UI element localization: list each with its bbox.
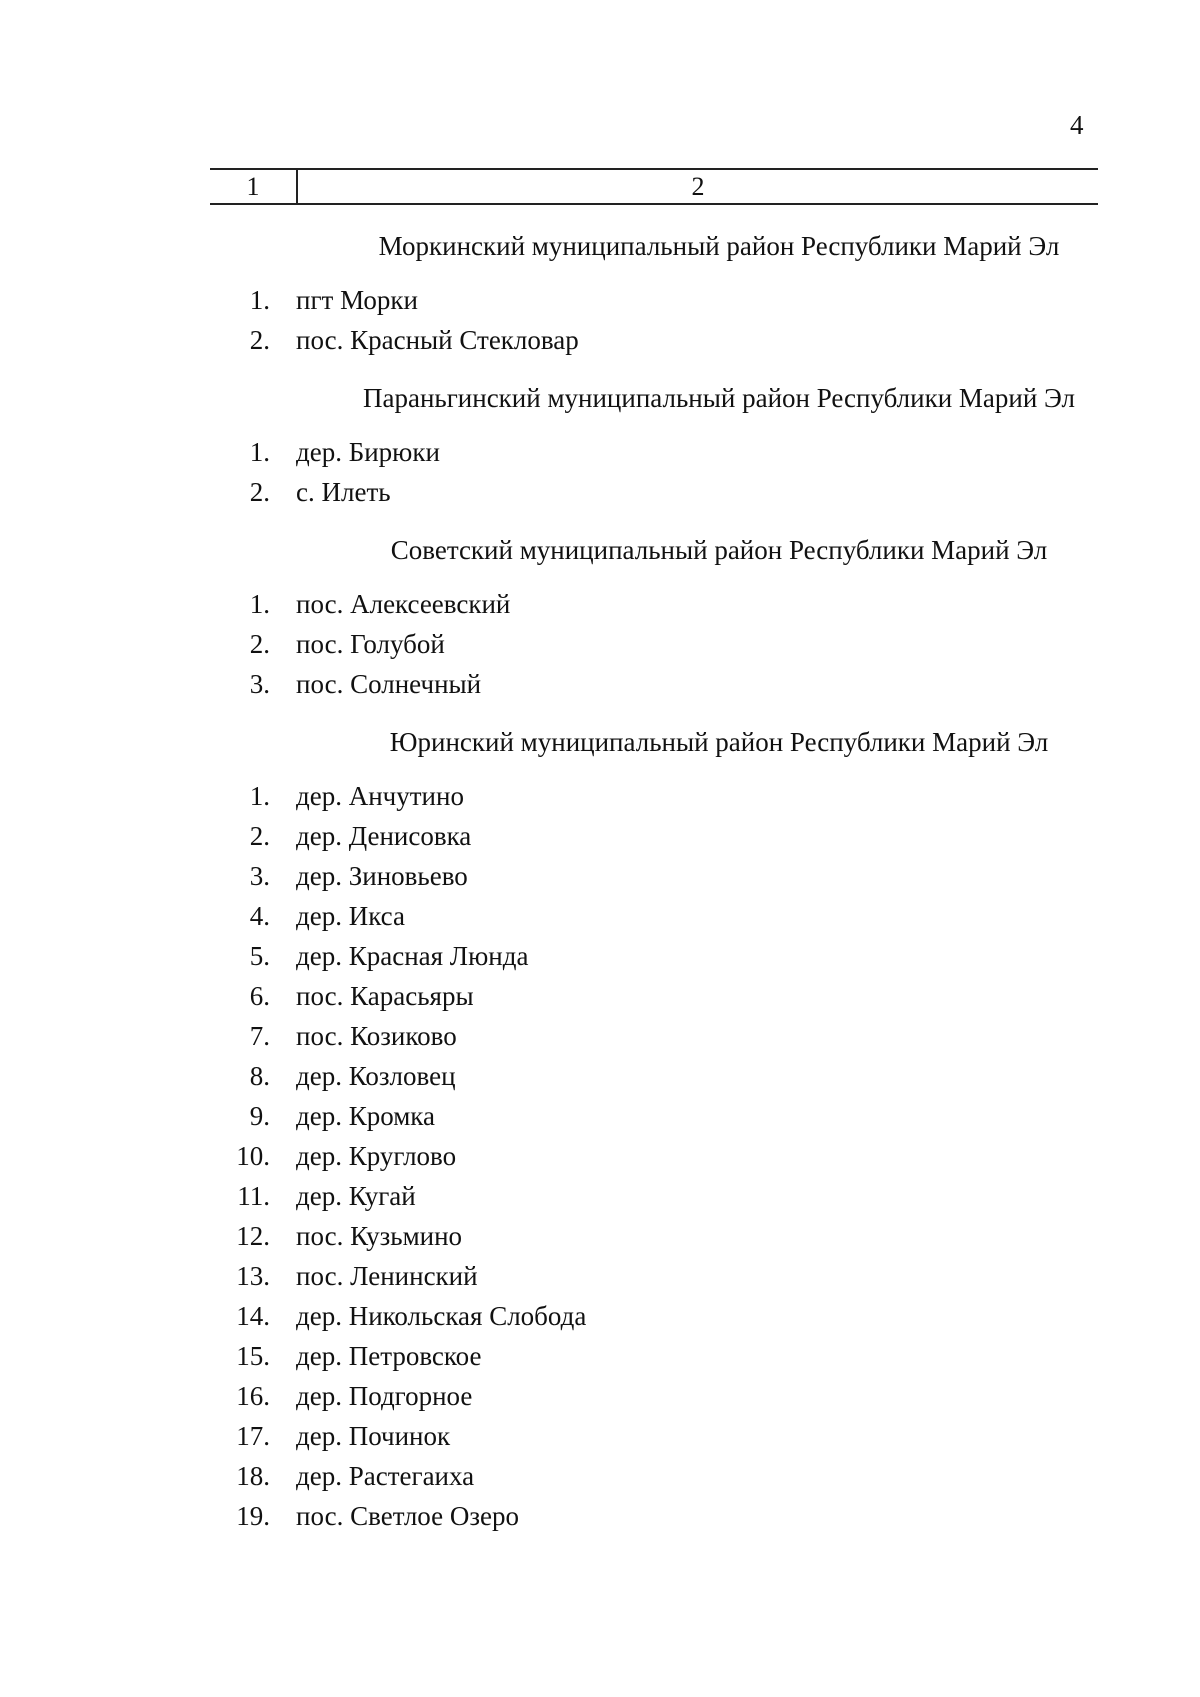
list-item — [0, 624, 1200, 664]
settlement-name: дер. Починок — [296, 1421, 451, 1451]
list-item — [0, 976, 1200, 1016]
item-number: 2. — [249, 629, 270, 659]
settlement-name: пос. Карасьяры — [296, 981, 474, 1011]
column-header-2: 2 — [691, 172, 705, 201]
list-item — [0, 584, 1200, 624]
item-number: 14. — [236, 1301, 270, 1331]
settlement-name: дер. Бирюки — [296, 437, 440, 467]
item-number: 8. — [249, 1061, 270, 1091]
settlement-name: дер. Козловец — [296, 1061, 456, 1091]
list-item — [0, 320, 1200, 360]
settlement-name: дер. Подгорное — [296, 1381, 473, 1411]
settlement-name: дер. Никольская Слобода — [296, 1301, 587, 1331]
item-number: 2. — [249, 477, 270, 507]
settlement-name: дер. Красная Люнда — [296, 941, 529, 971]
list-item — [0, 936, 1200, 976]
district-section — [0, 378, 1200, 512]
settlement-list — [0, 226, 1200, 1554]
list-item — [0, 1096, 1200, 1136]
list-item — [0, 1456, 1200, 1496]
settlement-items — [0, 584, 1200, 704]
settlement-name: пгт Морки — [296, 285, 418, 315]
settlement-name: пос. Козиково — [296, 1021, 457, 1051]
settlement-name: дер. Икса — [296, 901, 405, 931]
settlement-name: дер. Петровское — [296, 1341, 482, 1371]
district-title-text: Параньгинский муниципальный район Республики Марий Эл — [363, 383, 1075, 413]
list-item — [0, 776, 1200, 816]
item-number: 16. — [236, 1381, 270, 1411]
settlement-name: дер. Кромка — [296, 1101, 435, 1131]
item-number: 1. — [249, 781, 270, 811]
settlement-items — [0, 280, 1200, 360]
list-item — [0, 664, 1200, 704]
item-number: 10. — [236, 1141, 270, 1171]
item-number: 6. — [249, 981, 270, 1011]
settlement-name: пос. Голубой — [296, 629, 445, 659]
list-item — [0, 472, 1200, 512]
district-title — [0, 378, 1200, 418]
item-number: 17. — [236, 1421, 270, 1451]
item-number: 13. — [236, 1261, 270, 1291]
item-number: 2. — [249, 821, 270, 851]
item-number: 4. — [249, 901, 270, 931]
settlement-name: дер. Зиновьево — [296, 861, 468, 891]
item-number: 12. — [236, 1221, 270, 1251]
district-title — [0, 530, 1200, 570]
settlement-name: пос. Солнечный — [296, 669, 482, 699]
item-number: 2. — [249, 325, 270, 355]
district-title-text: Советский муниципальный район Республики Марий Эл — [390, 535, 1048, 565]
list-item — [0, 1376, 1200, 1416]
item-number: 1. — [249, 285, 270, 315]
list-item — [0, 896, 1200, 936]
item-number: 11. — [237, 1181, 270, 1211]
settlement-name: пос. Красный Стекловар — [296, 325, 579, 355]
list-item — [0, 1216, 1200, 1256]
list-item — [0, 1496, 1200, 1536]
settlement-name: дер. Анчутино — [296, 781, 464, 811]
district-title — [0, 722, 1200, 762]
list-item — [0, 816, 1200, 856]
list-item — [0, 1256, 1200, 1296]
item-number: 3. — [249, 861, 270, 891]
settlement-name: пос. Алексеевский — [296, 589, 511, 619]
settlement-items — [0, 776, 1200, 1536]
list-item — [0, 1336, 1200, 1376]
list-item — [0, 1016, 1200, 1056]
district-title-text: Моркинский муниципальный район Республики Марий Эл — [378, 231, 1060, 261]
settlement-name: пос. Кузьмино — [296, 1221, 463, 1251]
settlement-name: с. Илеть — [296, 477, 391, 507]
settlement-name: дер. Денисовка — [296, 821, 472, 851]
district-section — [0, 530, 1200, 704]
list-item — [0, 1136, 1200, 1176]
settlement-name: пос. Светлое Озеро — [296, 1501, 520, 1531]
list-item — [0, 1296, 1200, 1336]
district-title — [0, 226, 1200, 266]
page-number: 4 — [1070, 110, 1084, 140]
list-item — [0, 856, 1200, 896]
item-number: 19. — [236, 1501, 270, 1531]
item-number: 9. — [249, 1101, 270, 1131]
settlement-name: пос. Ленинский — [296, 1261, 478, 1291]
item-number: 1. — [249, 589, 270, 619]
item-number: 18. — [236, 1461, 270, 1491]
item-number: 5. — [249, 941, 270, 971]
item-number: 3. — [249, 669, 270, 699]
list-item — [0, 432, 1200, 472]
settlement-items — [0, 432, 1200, 512]
item-number: 7. — [249, 1021, 270, 1051]
list-item — [0, 1416, 1200, 1456]
district-section — [0, 722, 1200, 1536]
item-number: 15. — [236, 1341, 270, 1371]
settlement-name: дер. Кугай — [296, 1181, 416, 1211]
column-header-1: 1 — [210, 170, 298, 203]
item-number: 1. — [249, 437, 270, 467]
list-item — [0, 1176, 1200, 1216]
list-item — [0, 280, 1200, 320]
district-title-text: Юринский муниципальный район Республики Марий Эл — [389, 727, 1049, 757]
list-item — [0, 1056, 1200, 1096]
district-section — [0, 226, 1200, 360]
settlement-name: дер. Растегаиха — [296, 1461, 475, 1491]
settlement-name: дер. Круглово — [296, 1141, 457, 1171]
column-header — [210, 168, 1098, 205]
